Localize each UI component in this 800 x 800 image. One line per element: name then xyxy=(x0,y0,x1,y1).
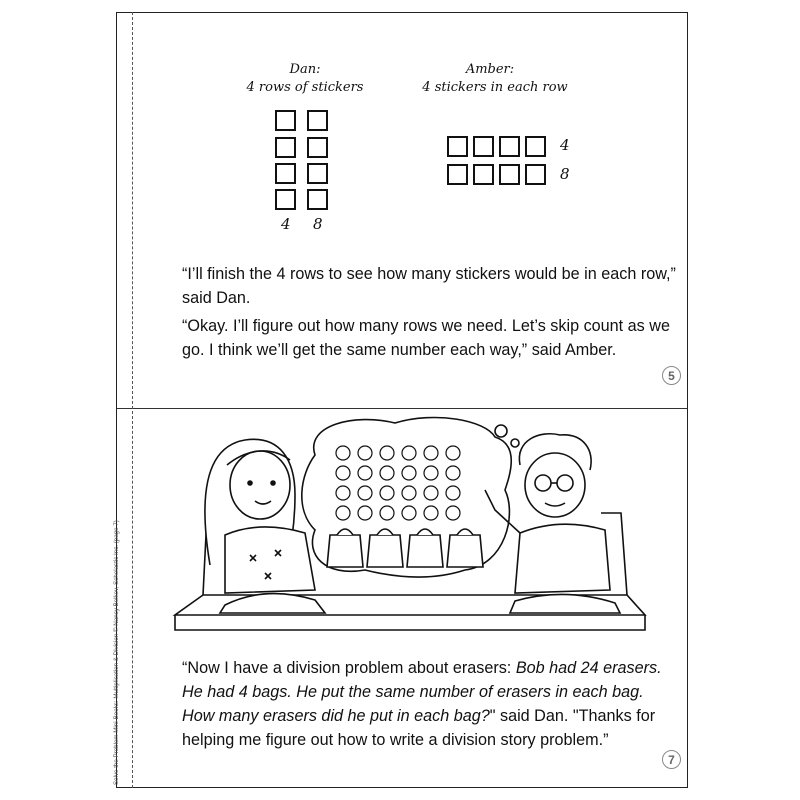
page-number-5: 5 xyxy=(662,366,681,385)
sticker-box xyxy=(307,137,328,158)
girl-shirt xyxy=(225,527,315,593)
boy-face xyxy=(525,453,585,517)
amber-label: Amber: xyxy=(465,62,515,77)
sticker-box xyxy=(473,164,494,185)
cut-line xyxy=(132,12,133,788)
amber-count-4: 4 xyxy=(560,136,570,154)
sticker-box xyxy=(275,110,296,131)
problem-intro: “Now I have a division problem about erasers: xyxy=(182,659,516,677)
sticker-box xyxy=(447,136,468,157)
dan-subtitle: 4 rows of stickers xyxy=(246,80,364,95)
sticker-box xyxy=(473,136,494,157)
dan-dialogue: “I’ll finish the 4 rows to see how many stickers would be in each row,” said Dan. xyxy=(182,265,676,307)
division-problem-text xyxy=(182,656,677,752)
girl-face xyxy=(230,451,290,519)
problem-ending: " said Dan. "Thanks for helping me figure out how to write a division story problem.” xyxy=(182,707,656,749)
sticker-box xyxy=(525,164,546,185)
boy-shirt xyxy=(515,524,610,593)
amber-count-8: 8 xyxy=(560,165,570,183)
amber-subtitle: 4 stickers in each row xyxy=(422,80,568,95)
page-number-7: 7 xyxy=(662,750,681,769)
amber-dialogue: “Okay. I’ll figure out how many rows we need. Let’s skip count as we go. I think we’ll get the same number each way,” said Amber. xyxy=(182,317,670,359)
sticker-box xyxy=(275,163,296,184)
sticker-box xyxy=(307,110,328,131)
dan-count-8: 8 xyxy=(313,215,323,233)
sticker-box xyxy=(525,136,546,157)
sticker-box xyxy=(275,137,296,158)
kids-illustration xyxy=(165,415,665,645)
sticker-box xyxy=(307,163,328,184)
sticker-box xyxy=(499,136,520,157)
sticker-box xyxy=(307,189,328,210)
sticker-box xyxy=(499,164,520,185)
desk-front xyxy=(175,615,645,630)
sticker-box xyxy=(275,189,296,210)
page-divider xyxy=(117,408,687,409)
copyright-credit: Solve the Problem Mini-Books: Multiplication & Division © Nancy Belkov, Scholastic Inc. (page 7) xyxy=(113,520,120,785)
problem-story: Bob had 24 erasers. He had 4 bags. He put the same number of erasers in each bag. How many erasers did he put in each bag? xyxy=(182,659,662,725)
sticker-box xyxy=(447,164,468,185)
dan-label: Dan: xyxy=(289,62,321,77)
dan-count-4: 4 xyxy=(281,215,291,233)
